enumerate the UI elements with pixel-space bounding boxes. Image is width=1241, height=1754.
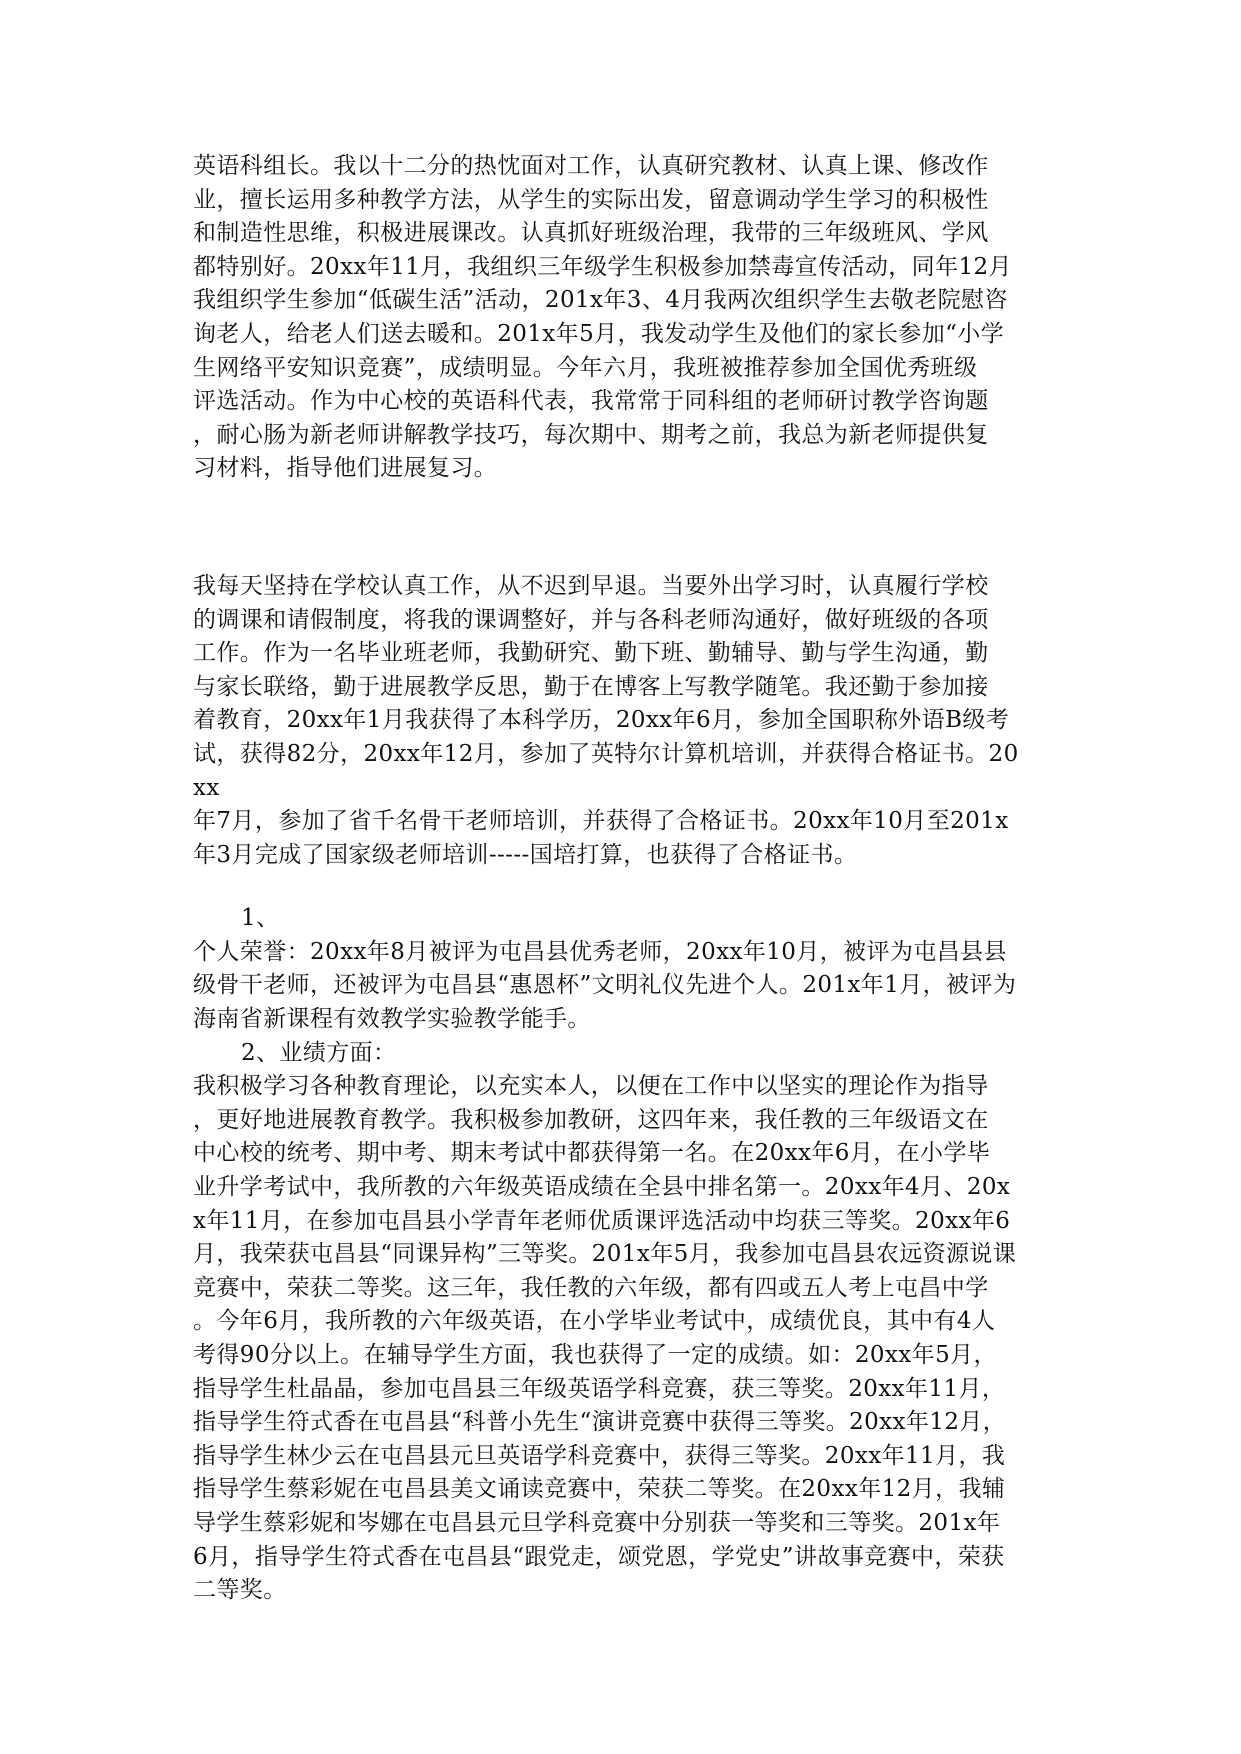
section-number: 1、 bbox=[241, 905, 280, 932]
text-line: 海南省新课程有效教学实验教学能手。 bbox=[193, 1006, 591, 1033]
text-line: 和制造性思维，积极进展课改。认真抓好班级治理，我带的三年级班风、学风 bbox=[193, 220, 989, 247]
text-line: 指导学生林少云在屯昌县元旦英语学科竞赛中，获得三等奖。20xx年11月，我 bbox=[193, 1442, 1006, 1469]
paragraph-2 bbox=[193, 570, 1053, 872]
text-line: 的调课和请假制度，将我的课调整好，并与各科老师沟通好，做好班级的各项 bbox=[193, 606, 989, 633]
text-line: xx bbox=[193, 774, 220, 801]
text-line: ，更好地进展教育教学。我积极参加教研，这四年来，我任教的三年级语文在 bbox=[193, 1106, 989, 1133]
paragraph-1 bbox=[193, 150, 1053, 486]
text-line: 中心校的统考、期中考、期末考试中都获得第一名。在20xx年6月，在小学毕 bbox=[193, 1140, 991, 1167]
text-line: 竞赛中，荣获二等奖。这三年，我任教的六年级，都有四或五人考上屯昌中学 bbox=[193, 1274, 989, 1301]
text-line: 指导学生符式香在屯昌县“科普小先生“演讲竞赛中获得三等奖。20xx年12月， bbox=[193, 1409, 1007, 1436]
text-line: 试，获得82分，20xx年12月，参加了英特尔计算机培训，并获得合格证书。20 bbox=[193, 740, 1019, 767]
text-line: 业，擅长运用多种教学方法，从学生的实际出发，留意调动学生学习的积极性 bbox=[193, 186, 989, 213]
text-line: 业升学考试中，我所教的六年级英语成绩在全县中排名第一。20xx年4月、20x bbox=[193, 1174, 1011, 1201]
text-line: 评选活动。作为中心校的英语科代表，我常常于同科组的老师研讨教学咨询题 bbox=[193, 388, 989, 415]
paragraph-spacer bbox=[193, 486, 1053, 570]
text-line: 二等奖。 bbox=[193, 1577, 287, 1604]
text-line: 工作。作为一名毕业班老师，我勤研究、勤下班、勤辅导、勤与学生沟通，勤 bbox=[193, 640, 989, 667]
text-line: 我每天坚持在学校认真工作，从不迟到早退。当要外出学习时，认真履行学校 bbox=[193, 572, 989, 599]
paragraph-spacer bbox=[193, 872, 1053, 902]
text-line: 指导学生杜晶晶，参加屯昌县三年级英语学科竞赛，获三等奖。20xx年11月， bbox=[193, 1375, 1006, 1402]
text-line: 习材料，指导他们进展复习。 bbox=[193, 455, 498, 482]
text-line: 询老人，给老人们送去暖和。201x年5月，我发动学生及他们的家长参加“小学 bbox=[193, 320, 1005, 347]
text-line: 着教育，20xx年1月我获得了本科学历，20xx年6月，参加全国职称外语B级考 bbox=[193, 707, 1010, 734]
document-page bbox=[193, 150, 1053, 1608]
text-line: 我积极学习各种教育理论，以充实本人，以便在工作中以坚实的理论作为指导 bbox=[193, 1073, 989, 1100]
text-line: 我组织学生参加“低碳生活”活动，201x年3、4月我两次组织学生去敬老院慰咨 bbox=[193, 287, 1008, 314]
paragraph-4 bbox=[193, 1070, 1053, 1608]
text-line: 月，我荣获屯昌县“同课异构”三等奖。201x年5月，我参加屯昌县农远资源说课 bbox=[193, 1241, 1017, 1268]
text-line: 英语科组长。我以十二分的热忱面对工作，认真研究教材、认真上课、修改作 bbox=[193, 153, 989, 179]
text-line: 生网络平安知识竞赛”，成绩明显。今年六月，我班被推荐参加全国优秀班级 bbox=[193, 354, 978, 381]
text-line: 6月，指导学生符式香在屯昌县“跟党走，颂党恩，学党史”讲故事竞赛中，荣获 bbox=[193, 1543, 1005, 1570]
paragraph-3 bbox=[193, 936, 1053, 1037]
text-line: 都特别好。20xx年11月，我组织三年级学生积极参加禁毒宣传活动，同年12月 bbox=[193, 253, 1012, 280]
text-line: 导学生蔡彩妮和岑娜在屯昌县元旦学科竞赛中分别获一等奖和三等奖。201x年 bbox=[193, 1509, 1001, 1536]
text-line: 级骨干老师，还被评为屯昌县“惠恩杯”文明礼仪先进个人。201x年1月，被评为 bbox=[193, 972, 1017, 999]
text-line: 与家长联络，勤于进展教学反思，勤于在博客上写教学随笔。我还勤于参加接 bbox=[193, 673, 989, 700]
text-line: 指导学生蔡彩妮在屯昌县美文诵读竞赛中，荣获二等奖。在20xx年12月，我辅 bbox=[193, 1476, 1006, 1503]
text-line: x年11月，在参加屯昌县小学青年老师优质课评选活动中均获三等奖。20xx年6 bbox=[193, 1207, 1011, 1234]
section-heading: 2、业绩方面： bbox=[241, 1039, 397, 1066]
text-line: 年7月，参加了省千名骨干老师培训，并获得了合格证书。20xx年10月至201x bbox=[193, 808, 1009, 835]
text-line: 年3月完成了国家级老师培训-----国培打算，也获得了合格证书。 bbox=[193, 841, 858, 868]
text-line: 考得90分以上。在辅导学生方面，我也获得了一定的成绩。如：20xx年5月， bbox=[193, 1342, 997, 1368]
text-line: 个人荣誉：20xx年8月被评为屯昌县优秀老师，20xx年10月，被评为屯昌县县 bbox=[193, 938, 1007, 965]
text-line: ，耐心肠为新老师讲解教学技巧，每次期中、期考之前，我总为新老师提供复 bbox=[193, 421, 989, 448]
text-line: 。今年6月，我所教的六年级英语，在小学毕业考试中，成绩优良，其中有4人 bbox=[193, 1308, 996, 1335]
